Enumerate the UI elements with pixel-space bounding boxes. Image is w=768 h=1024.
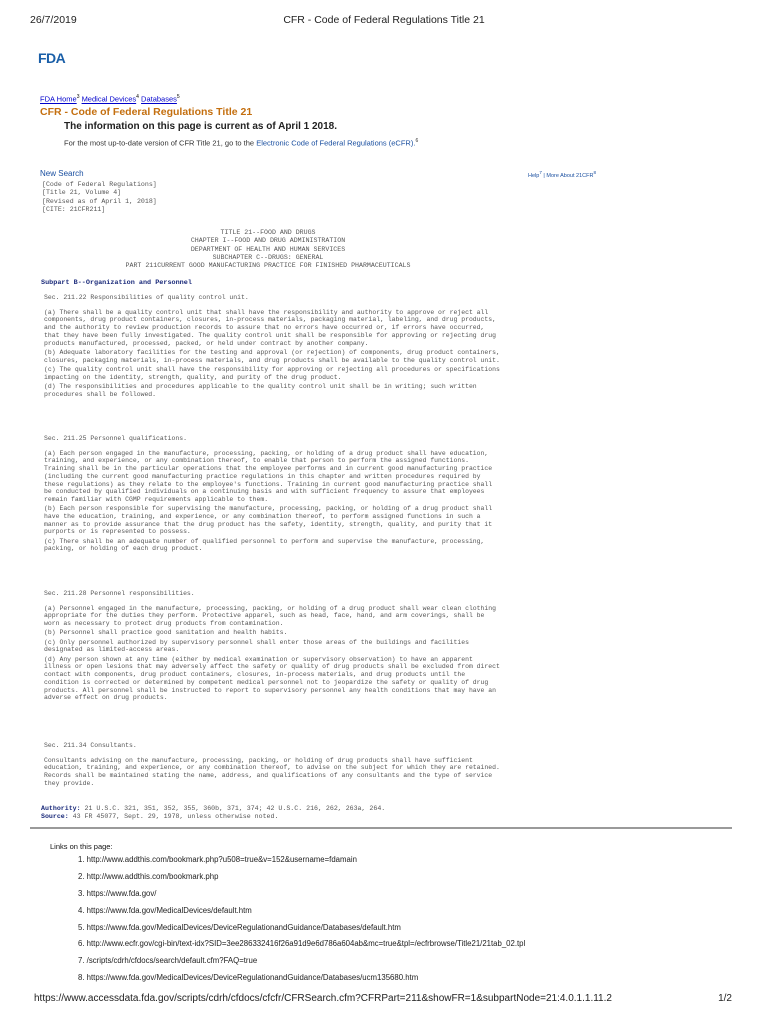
paragraph-line: (b) Personnel shall practice good sanitation and health habits. xyxy=(44,629,288,637)
breadcrumb xyxy=(40,94,180,104)
breadcrumb-ref: 4 xyxy=(136,94,139,100)
section-211-34 xyxy=(44,742,604,789)
authority-line xyxy=(41,805,385,813)
paragraph-line: components, drug product containers, closures, in-process materials, packaging material, labeling, and drug products, xyxy=(44,316,496,324)
fda-logo[interactable] xyxy=(38,50,70,66)
authority-source xyxy=(41,805,385,821)
section-title: Sec. 211.28 Personnel responsibilities. xyxy=(44,590,195,597)
paragraph-line: (a) There shall be a quality control unit that shall have the responsibility and authority to approve or reject all xyxy=(44,308,489,316)
citation-line: [Code of Federal Regulations] xyxy=(42,181,157,188)
paragraph-line: (a) Each person engaged in the manufacture, processing, packing, or holding of a drug product shall have education, xyxy=(44,449,489,457)
list-item[interactable]: 8. https://www.fda.gov/MedicalDevices/DeviceRegulationandGuidance/Databases/ucm135680.htm xyxy=(78,973,419,983)
source-label: Source: xyxy=(41,813,69,821)
list-item[interactable]: 6. http://www.ecfr.gov/cgi-bin/text-idx?SID=3ee286332416f26a91d9e6d786a604ab&mc=true&tpl=/ecfrbrowse/Title21/21tab_02.tpl xyxy=(78,939,526,949)
links-title: Links on this page: xyxy=(50,842,113,851)
paragraph-line: education, training, and experience, or any combination thereof, to advise on the subject for which they are retained. xyxy=(44,764,500,772)
section-paragraph xyxy=(44,366,604,381)
paragraph-line: appropriate for the duties they perform. Protective apparel, such as head, face, hand, and arm coverings, shall be xyxy=(44,612,485,620)
citation-block xyxy=(42,181,157,215)
more-ref: 8 xyxy=(593,170,596,175)
section-paragraph xyxy=(44,605,604,628)
breadcrumb-fda-home[interactable]: FDA Home xyxy=(40,94,77,104)
links-list xyxy=(78,855,525,990)
breadcrumb-databases[interactable]: Databases xyxy=(141,94,177,104)
section-paragraph xyxy=(44,309,604,348)
paragraph-line: impacting on the identity, strength, quality, and purity of the drug product. xyxy=(44,373,342,381)
paragraph-line: they provide. xyxy=(44,779,95,787)
authority-label: Authority: xyxy=(41,805,81,812)
section-paragraph xyxy=(44,629,604,637)
paragraph-line: adverse effect on drug products. xyxy=(44,694,168,702)
source-text: 43 FR 45077, Sept. 29, 1978, unless otherwise noted. xyxy=(68,813,279,821)
list-item[interactable]: 4. https://www.fda.gov/MedicalDevices/default.htm xyxy=(78,905,252,915)
paragraph-line: that they have been fully investigated. The quality control unit shall be responsible for approving or rejecting drug xyxy=(44,331,496,339)
regulation-headings xyxy=(42,229,494,270)
section-title: Sec. 211.22 Responsibilities of quality control unit. xyxy=(44,294,249,301)
new-search-link[interactable]: New Search xyxy=(40,169,84,178)
source-line xyxy=(41,813,385,821)
paragraph-line: Records shall be maintained stating the name, address, and qualifications of any consultants and the type of service xyxy=(44,772,493,780)
heading-line: SUBCHAPTER C--DRUGS: GENERAL xyxy=(212,253,324,261)
breadcrumb-ref: 3 xyxy=(76,94,80,100)
footer-page-number: 1/2 xyxy=(718,993,732,1004)
paragraph-line: (d) The responsibilities and procedures applicable to the quality control unit shall be in writing; such written xyxy=(44,382,477,390)
paragraph-line: training, and experience, or any combination thereof, to enable that person to perform the assigned functions. xyxy=(44,457,469,465)
paragraph-line: Consultants advising on the manufacture, processing, packing, or holding of drug products shall have sufficient xyxy=(44,756,473,764)
paragraph-line: (a) Personnel engaged in the manufacture, processing, packing, or holding of a drug product shall wear clean clothing xyxy=(44,604,496,612)
ecfr-notice xyxy=(64,138,418,148)
list-item[interactable]: 3. https://www.fda.gov/ xyxy=(78,888,157,898)
list-item[interactable]: 5. https://www.fda.gov/MedicalDevices/DeviceRegulationandGuidance/Databases/default.htm xyxy=(78,922,401,932)
paragraph-line: products. All personnel shall be instructed to report to supervisory personnel any health conditions that may have an xyxy=(44,686,496,694)
paragraph-line: procedures shall be followed. xyxy=(44,390,157,398)
section-211-25 xyxy=(44,435,604,555)
paragraph-line: (c) Only personnel authorized by supervisory personnel shall enter those areas of the buildings and facilities xyxy=(44,638,469,646)
citation-line: [CITE: 21CFR211] xyxy=(42,206,106,214)
section-title: Sec. 211.25 Personnel qualifications. xyxy=(44,435,187,442)
paragraph-line: closures, packaging materials, in-process materials, and drug products shall be available to the quality control unit. xyxy=(44,356,500,364)
list-item[interactable]: 2. http://www.addthis.com/bookmark.php xyxy=(78,871,219,881)
authority-text: 21 U.S.C. 321, 351, 352, 355, 360b, 371, 374; 42 U.S.C. 216, 262, 263a, 264. xyxy=(80,805,386,812)
section-paragraph xyxy=(44,349,604,364)
paragraph-line: manner as to provide assurance that the drug product has the safety, identity, strength, quality, and purity that it xyxy=(44,520,493,528)
current-notice: The information on this page is current as of April 1 2018. xyxy=(64,121,338,132)
section-211-28 xyxy=(44,590,604,704)
fda-logo-text: FDA xyxy=(38,50,66,66)
paragraph-line: contact with components, drug product containers, closures, in-process materials, and drug products until the xyxy=(44,671,466,679)
more-about-link[interactable]: More About 21CFR xyxy=(546,172,594,179)
print-date: 26/7/2019 xyxy=(30,14,77,26)
paragraph-line: purports or is represented to possess. xyxy=(44,528,191,536)
paragraph-line: (d) Any person shown at any time (either by medical examination or supervisory observation) to have an apparent xyxy=(44,655,473,663)
section-paragraph xyxy=(44,450,604,504)
section-paragraph xyxy=(44,639,604,654)
paragraph-line: packing, or holding of each drug product. xyxy=(44,545,203,553)
list-item[interactable]: 7. /scripts/cdrh/cfdocs/search/default.cfm?FAQ=true xyxy=(78,956,258,966)
footer-url: https://www.accessdata.fda.gov/scripts/cdrh/cfdocs/cfcfr/CFRSearch.cfm?CFRPart=211&showFR=1&subpartNode=21:4.0.1.1.11.2 xyxy=(34,993,612,1004)
paragraph-line: designated as limited-access areas. xyxy=(44,646,180,654)
ecfr-notice-text: For the most up-to-date version of CFR Title 21, go to the xyxy=(64,138,257,148)
paragraph-line: (c) There shall be an adequate number of qualified personnel to perform and supervise the manufacture, processing, xyxy=(44,537,485,545)
paragraph-line: condition is corrected or determined by competent medical personnel not to jeopardize the safety or quality of drug xyxy=(44,678,489,686)
list-item[interactable]: 1. http://www.addthis.com/bookmark.php?u508=true&v=152&username=fdamain xyxy=(78,855,357,864)
paragraph-line: be conducted by qualified individuals on a continuing basis and with sufficient frequency to assure that employees xyxy=(44,488,485,496)
section-title: Sec. 211.34 Consultants. xyxy=(44,742,137,749)
breadcrumb-ref: 5 xyxy=(176,94,180,100)
paragraph-line: (b) Adequate laboratory facilities for the testing and approval (or rejection) of components, drug product containers, xyxy=(44,348,500,356)
paragraph-line: (b) Each person responsible for supervising the manufacture, processing, packing, or holding of a drug product shall xyxy=(44,505,493,513)
help-links xyxy=(528,170,596,179)
paragraph-line: products manufactured, processed, packed, or held under contract by another company. xyxy=(44,339,369,347)
paragraph-line: these regulations) as they relate to the employee's functions. Training in current good manufacturing practice shall xyxy=(44,480,493,488)
breadcrumb-medical-devices[interactable]: Medical Devices xyxy=(81,94,137,104)
heading-line: DEPARTMENT OF HEALTH AND HUMAN SERVICES xyxy=(190,245,346,253)
fda-logo-icon xyxy=(38,50,70,66)
section-paragraph xyxy=(44,538,604,553)
section-paragraph xyxy=(44,383,604,398)
help-link[interactable]: Help xyxy=(528,172,540,179)
paragraph-line: illness or open lesions that may adversely affect the safety or quality of drug products shall be excluded from direct xyxy=(44,663,500,671)
paragraph-line: (c) The quality control unit shall have the responsibility for approving or rejecting all procedures or specifications xyxy=(44,365,500,373)
paragraph-line: have the education, training, and experience, or any combination thereof, to perform assigned functions in such a xyxy=(44,512,481,520)
print-header xyxy=(30,14,738,28)
heading-line: PART 211CURRENT GOOD MANUFACTURING PRACTICE FOR FINISHED PHARMACEUTICALS xyxy=(125,262,411,270)
section-paragraph xyxy=(44,757,604,788)
divider xyxy=(30,827,732,829)
paragraph-line: worn as necessary to protect drug products from contamination. xyxy=(44,620,284,628)
paragraph-line: Training shall be in the particular operations that the employee performs and in current good manufacturing practice xyxy=(44,465,493,473)
section-paragraph xyxy=(44,656,604,702)
ecfr-ref: 6 xyxy=(415,138,419,144)
section-paragraph xyxy=(44,505,604,536)
paragraph-line: remain familiar with CGMP requirements applicable to them. xyxy=(44,495,269,503)
heading-line: TITLE 21--FOOD AND DRUGS xyxy=(220,229,316,236)
help-ref: 7 xyxy=(539,170,542,175)
section-211-22 xyxy=(44,294,604,400)
paragraph-line: and the authority to review production records to assure that no errors have occurred or, if errors have occurred, xyxy=(44,324,485,332)
page-title: CFR - Code of Federal Regulations Title 21 xyxy=(40,106,253,118)
ecfr-link[interactable]: Electronic Code of Federal Regulations (eCFR). xyxy=(256,138,416,148)
help-separator: | xyxy=(541,172,547,179)
citation-line: [Revised as of April 1, 2018] xyxy=(42,197,157,205)
subpart-heading: Subpart B--Organization and Personnel xyxy=(41,279,192,287)
heading-line: CHAPTER I--FOOD AND DRUG ADMINISTRATION xyxy=(190,237,346,245)
print-title: CFR - Code of Federal Regulations Title 21 xyxy=(283,14,485,26)
paragraph-line: (including the current good manufacturing practice regulations in this chapter and written procedures required by xyxy=(44,472,481,480)
citation-line: [Title 21, Volume 4] xyxy=(42,189,122,197)
